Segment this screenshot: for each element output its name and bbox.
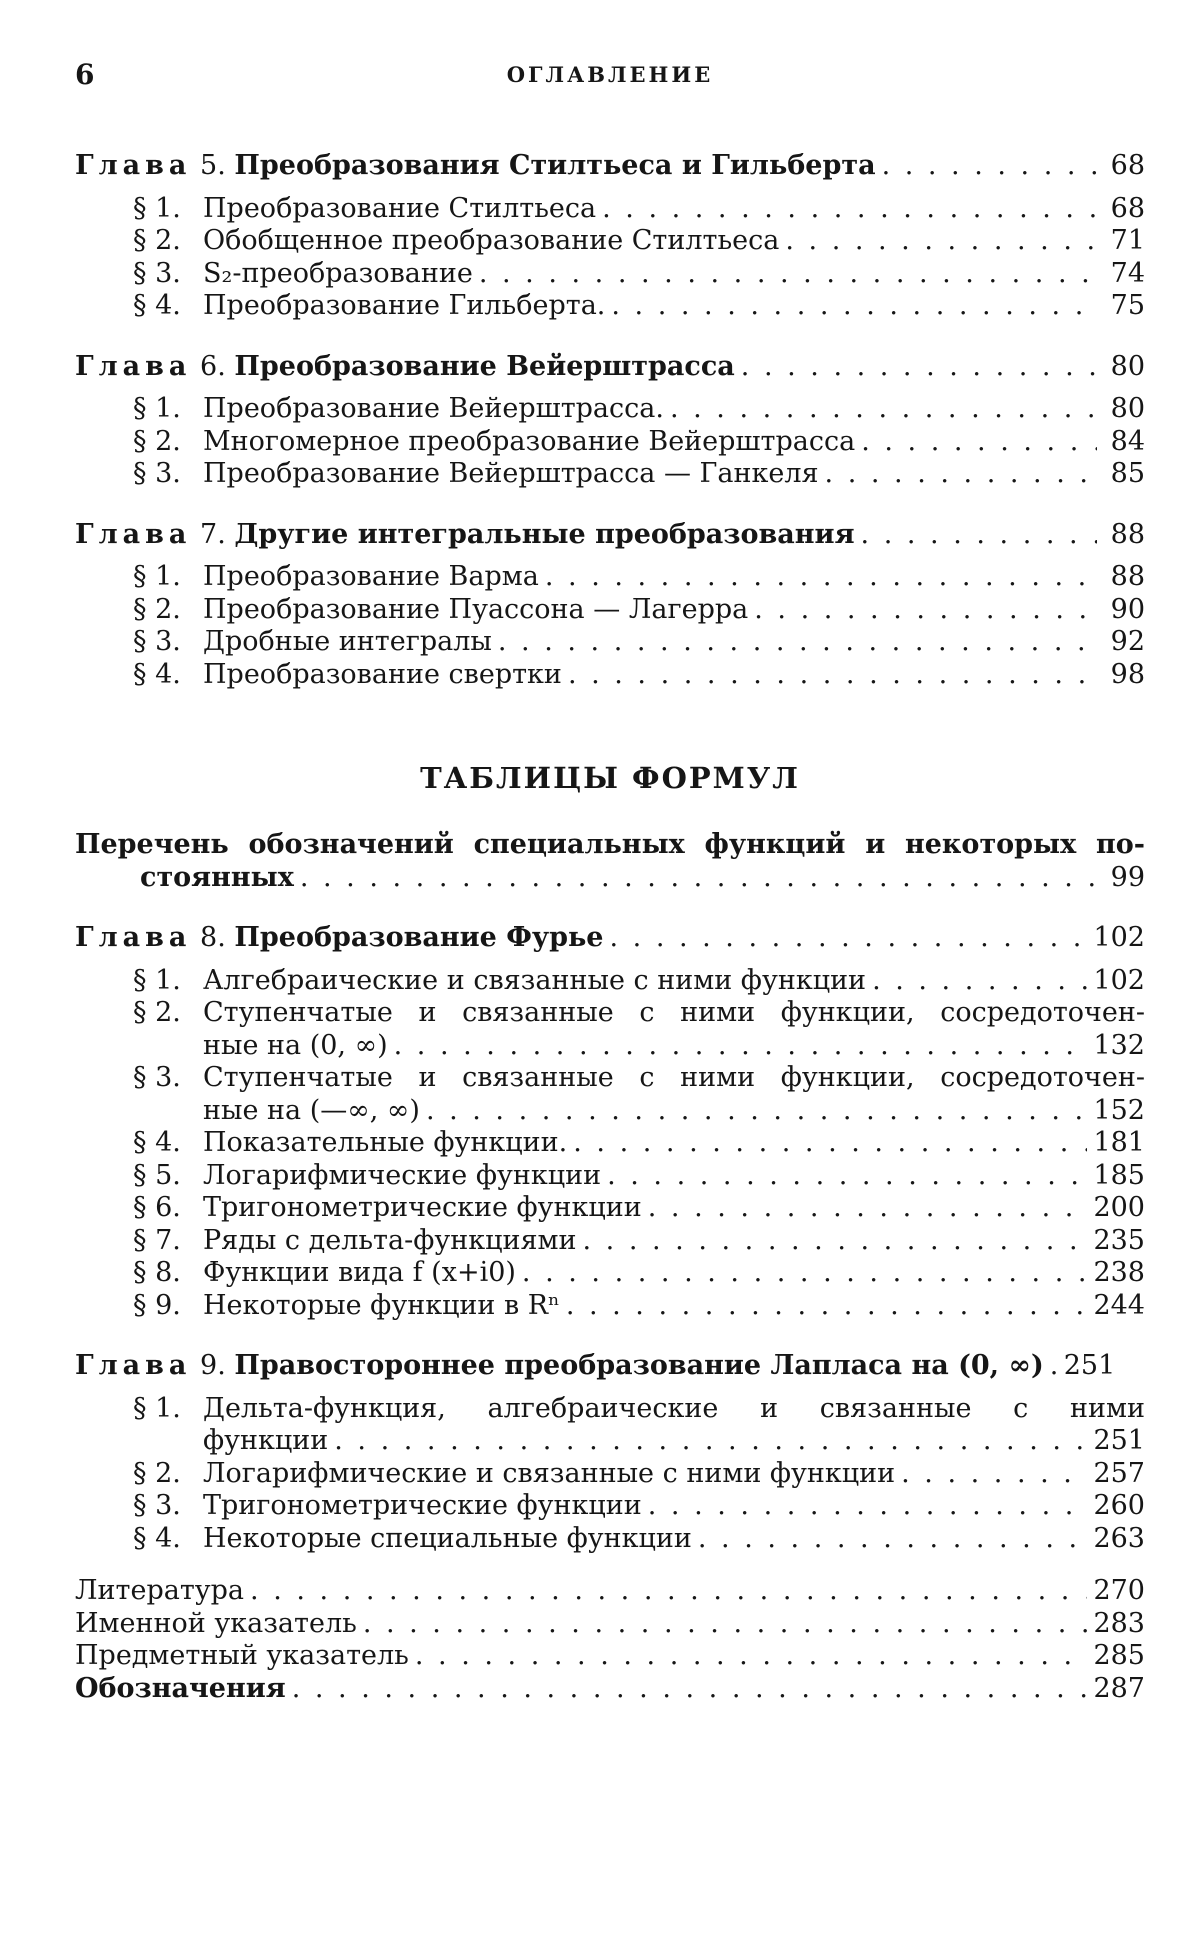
- chapter-number: 7.: [200, 518, 226, 550]
- leader-dots: [698, 1523, 1088, 1556]
- section-title: Логарифмические функции: [203, 1159, 602, 1191]
- section-number: § 2.: [133, 425, 181, 457]
- toc-section[interactable]: [75, 225, 1145, 258]
- page-ref: 85: [1110, 458, 1145, 489]
- leader-dots: [901, 1458, 1087, 1491]
- chapter-title: Преобразования Стилтьеса и Гильберта: [234, 150, 876, 181]
- toc-back-item[interactable]: [75, 1673, 1145, 1706]
- page-ref: 80: [1110, 350, 1145, 382]
- chapter-number: 8.: [200, 922, 226, 953]
- section-title: Преобразование Стилтьеса: [203, 192, 597, 224]
- leader-dots: [426, 1095, 1088, 1128]
- leader-dots: [872, 965, 1087, 998]
- toc-back-item[interactable]: [75, 1608, 1145, 1641]
- chapter-title: Преобразование Фурье: [234, 922, 604, 953]
- toc-section[interactable]: [75, 1160, 1145, 1193]
- page-ref: 80: [1110, 393, 1145, 424]
- page-ref: 260: [1093, 1490, 1145, 1521]
- page-ref: 75: [1110, 290, 1145, 321]
- chapter-number: 5.: [200, 150, 226, 181]
- table-of-contents: [75, 150, 1145, 1705]
- section-number: § 1.: [133, 964, 181, 996]
- leader-dots: [670, 393, 1097, 426]
- chapter-word: Глава: [75, 922, 192, 953]
- page-ref: 74: [1110, 257, 1145, 289]
- toc-back-item[interactable]: [75, 1575, 1145, 1608]
- toc-notation-list[interactable]: [75, 829, 1145, 894]
- section-title: Преобразование Варма: [203, 561, 539, 592]
- leader-dots: [363, 1608, 1088, 1641]
- chapter-5: [75, 150, 1145, 323]
- page-ref: 152: [1093, 1094, 1145, 1126]
- toc-section[interactable]: [75, 290, 1145, 323]
- page-ref: 68: [1110, 192, 1145, 224]
- section-number: § 4.: [133, 290, 181, 321]
- page-ref: 257: [1093, 1457, 1145, 1489]
- section-title: Некоторые специальные функции: [203, 1522, 692, 1554]
- chapter-title: Преобразование Вейерштрасса: [234, 350, 735, 382]
- formulas-section-title: ТАБЛИЦЫ ФОРМУЛ: [420, 761, 800, 795]
- toc-section[interactable]: [75, 997, 1145, 1062]
- section-number: § 2.: [133, 225, 181, 256]
- toc-section[interactable]: [75, 965, 1145, 998]
- leader-dots: [648, 1192, 1088, 1225]
- toc-section[interactable]: [75, 1458, 1145, 1491]
- leader-dots: [568, 659, 1097, 692]
- leader-dots: [609, 922, 1087, 955]
- section-number: § 3.: [133, 626, 181, 657]
- section-title: Многомерное преобразование Вейерштрасса: [203, 425, 856, 457]
- section-number: § 4.: [133, 1522, 181, 1554]
- leader-dots: [334, 1425, 1087, 1458]
- toc-section[interactable]: [75, 1490, 1145, 1523]
- notation-line-2: стоянных: [140, 861, 294, 893]
- section-title-line-2: функции: [203, 1425, 329, 1456]
- section-number: § 1.: [133, 1392, 181, 1424]
- leader-dots: [545, 561, 1097, 594]
- section-number: § 2.: [133, 1457, 181, 1489]
- page-header: [75, 58, 1145, 98]
- toc-section[interactable]: [75, 1523, 1145, 1556]
- section-title: S₂-преобразование: [203, 257, 473, 289]
- page-ref: 181: [1093, 1127, 1145, 1158]
- page-ref: 285: [1093, 1640, 1145, 1671]
- section-number: § 5.: [133, 1159, 181, 1191]
- leader-dots: [250, 1575, 1087, 1608]
- section-number: § 7.: [133, 1224, 181, 1256]
- section-number: § 1.: [133, 192, 181, 224]
- page-ref: 88: [1110, 561, 1145, 592]
- section-number: § 1.: [133, 561, 181, 592]
- leader-dots: [292, 1673, 1088, 1706]
- toc-section[interactable]: [75, 1290, 1145, 1323]
- leader-dots: [300, 862, 1097, 895]
- leader-dots: [522, 1257, 1088, 1290]
- chapter-heading[interactable]: [75, 1350, 1145, 1383]
- leader-dots: [741, 351, 1097, 384]
- section-number: § 2.: [133, 593, 181, 625]
- section-title: Функции вида f (x+i0): [203, 1257, 516, 1288]
- page-ref: 68: [1110, 150, 1145, 181]
- chapter-6: [75, 351, 1145, 491]
- leader-dots: [566, 1290, 1088, 1323]
- chapter-number: 6.: [200, 350, 226, 382]
- page-ref: 88: [1110, 518, 1145, 550]
- section-number: § 4.: [133, 1127, 181, 1158]
- section-title: Тригонометрические функции: [203, 1490, 642, 1521]
- page-ref: 71: [1110, 225, 1145, 256]
- back-item-title: Предметный указатель: [75, 1640, 409, 1671]
- chapter-heading[interactable]: [75, 922, 1145, 955]
- leader-dots: [785, 225, 1097, 258]
- toc-section[interactable]: [75, 1225, 1145, 1258]
- chapter-title: Правостороннее преобразование Лапласа на (0, ∞): [234, 1350, 1044, 1381]
- back-item-title: Именной указатель: [75, 1607, 357, 1639]
- section-title: Тригонометрические функции: [203, 1192, 642, 1223]
- leader-dots: [607, 1160, 1087, 1193]
- toc-section[interactable]: [75, 626, 1145, 659]
- section-number: § 4.: [133, 658, 181, 690]
- back-item-title: Обозначения: [75, 1672, 286, 1704]
- leader-dots: [415, 1640, 1088, 1673]
- section-title: Алгебраические и связанные с ними функции: [203, 964, 867, 996]
- section-title: Преобразование Пуассона — Лагерра: [203, 593, 749, 625]
- page-ref: 99: [1110, 861, 1145, 893]
- section-title: Преобразование Вейерштрасса.: [203, 393, 664, 424]
- toc-section[interactable]: [75, 659, 1145, 692]
- section-title: Показательные функции.: [203, 1127, 568, 1158]
- leader-dots: [754, 594, 1097, 627]
- page-number: 6: [75, 58, 95, 91]
- chapter-word: Глава: [75, 518, 192, 550]
- running-title: ОГЛАВЛЕНИЕ: [506, 62, 714, 87]
- leader-dots: [882, 150, 1097, 183]
- page-ref: 92: [1110, 626, 1145, 657]
- section-title: Логарифмические и связанные с ними функции: [203, 1457, 896, 1489]
- leader-dots: [825, 458, 1097, 491]
- leader-dots: [479, 258, 1097, 291]
- section-title: Обобщенное преобразование Стилтьеса: [203, 225, 780, 256]
- section-number: § 1.: [133, 393, 181, 424]
- notation-line-1: Перечень обозначений специальных функций и некоторых по-: [75, 829, 1145, 860]
- page-ref: 132: [1093, 1029, 1145, 1061]
- chapter-heading[interactable]: [75, 150, 1145, 183]
- section-title: Преобразование свертки: [203, 658, 562, 690]
- chapter-title: Другие интегральные преобразования: [234, 518, 855, 550]
- page-ref: 244: [1093, 1289, 1145, 1321]
- section-title-line-1: Ступенчатые и связанные с ними функции, сосредоточен-: [203, 997, 1145, 1028]
- page-ref: 90: [1110, 593, 1145, 625]
- toc-section[interactable]: [75, 426, 1145, 459]
- page-ref: 102: [1093, 964, 1145, 996]
- section-number: § 3.: [133, 257, 181, 289]
- toc-section[interactable]: [75, 1062, 1145, 1127]
- leader-dots: [611, 290, 1097, 323]
- toc-section[interactable]: [75, 393, 1145, 426]
- page-ref: 263: [1093, 1522, 1145, 1554]
- leader-dots: [1050, 1350, 1058, 1383]
- page-ref: 283: [1093, 1607, 1145, 1639]
- toc-section[interactable]: [75, 1393, 1145, 1458]
- leader-dots: [648, 1490, 1088, 1523]
- leader-dots: [861, 426, 1097, 459]
- leader-dots: [394, 1030, 1088, 1063]
- leader-dots: [573, 1127, 1087, 1160]
- page-ref: 251: [1093, 1425, 1145, 1456]
- section-title-line-1: Дельта-функция, алгебраические и связанные с ними: [203, 1392, 1145, 1424]
- toc-section[interactable]: [75, 458, 1145, 491]
- toc-section[interactable]: [75, 258, 1145, 291]
- chapter-9: [75, 1350, 1145, 1555]
- section-number: § 3.: [133, 1490, 181, 1521]
- page-ref: 270: [1093, 1575, 1145, 1606]
- page-ref: 102: [1093, 922, 1145, 953]
- toc-section[interactable]: [75, 561, 1145, 594]
- section-number: § 3.: [133, 458, 181, 489]
- chapter-word: Глава: [75, 150, 192, 181]
- section-number: § 9.: [133, 1289, 181, 1321]
- back-matter: [75, 1575, 1145, 1705]
- page-ref: 287: [1093, 1672, 1145, 1704]
- page-ref: 185: [1093, 1159, 1145, 1191]
- leader-dots: [583, 1225, 1088, 1258]
- section-number: § 8.: [133, 1257, 181, 1288]
- section-title-line-2: ные на (—∞, ∞): [203, 1094, 420, 1126]
- leader-dots: [861, 519, 1097, 552]
- page-ref: 200: [1093, 1192, 1145, 1223]
- toc-section[interactable]: [75, 594, 1145, 627]
- section-title-line-1: Ступенчатые и связанные с ними функции, сосредоточен-: [203, 1062, 1145, 1093]
- back-item-title: Литература: [75, 1575, 245, 1606]
- chapter-heading[interactable]: [75, 519, 1145, 552]
- section-number: § 6.: [133, 1192, 181, 1223]
- leader-dots: [498, 626, 1097, 659]
- section-number: § 3.: [133, 1062, 181, 1093]
- toc-section[interactable]: [75, 1127, 1145, 1160]
- page-ref: 235: [1093, 1224, 1145, 1256]
- chapter-number: 9.: [200, 1350, 226, 1381]
- section-title: Преобразование Гильберта.: [203, 290, 606, 321]
- page-ref: 84: [1110, 425, 1145, 457]
- section-title: Некоторые функции в Rⁿ: [203, 1289, 560, 1321]
- section-title: Преобразование Вейерштрасса — Ганкеля: [203, 458, 819, 489]
- chapter-heading[interactable]: [75, 351, 1145, 384]
- page-ref: 98: [1110, 658, 1145, 690]
- section-number: § 2.: [133, 997, 181, 1028]
- page-ref: 238: [1093, 1257, 1145, 1288]
- section-title-line-2: ные на (0, ∞): [203, 1029, 388, 1061]
- section-title: Дробные интегралы: [203, 626, 492, 657]
- page-ref: 251: [1063, 1350, 1116, 1381]
- leader-dots: [602, 193, 1097, 226]
- chapter-word: Глава: [75, 350, 192, 382]
- chapter-8: [75, 922, 1145, 1322]
- toc-section[interactable]: [75, 193, 1145, 226]
- chapter-7: [75, 519, 1145, 692]
- toc-back-item[interactable]: [75, 1640, 1145, 1673]
- toc-section[interactable]: [75, 1192, 1145, 1225]
- section-title: Ряды с дельта-функциями: [203, 1224, 577, 1256]
- chapter-word: Глава: [75, 1350, 192, 1381]
- toc-section[interactable]: [75, 1257, 1145, 1290]
